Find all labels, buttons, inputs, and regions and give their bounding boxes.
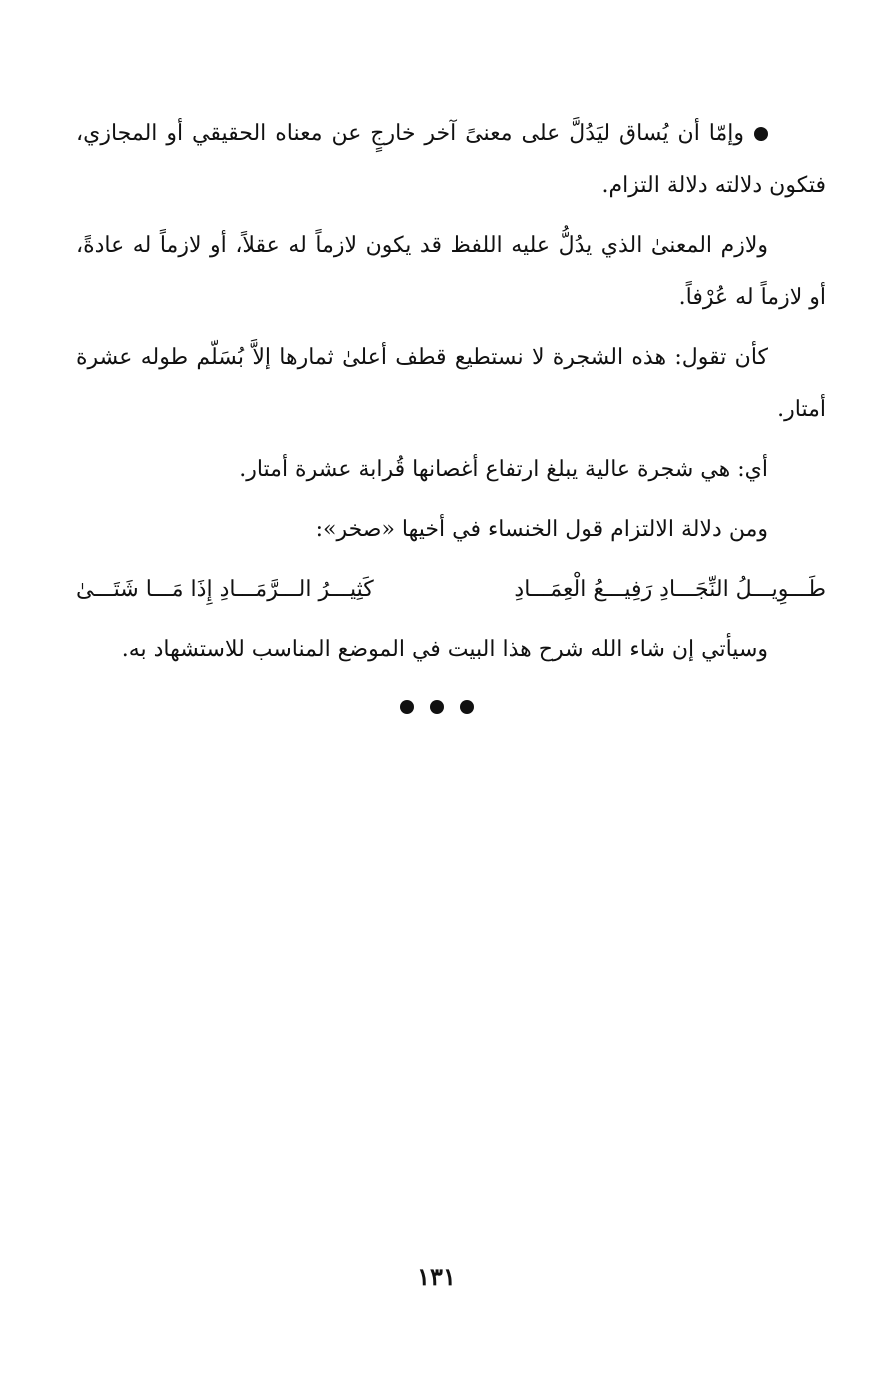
poetry-verse (76, 564, 826, 616)
paragraph-bullet (76, 108, 826, 212)
page-number: ١٣١ (417, 1262, 456, 1291)
paragraph-text: وإمّا أن يُساق ليَدُلَّ على معنىً آخر خارجٍ عن معناه الحقيقي أو المجازي، فتكون دلالته دلالة التزام. (76, 121, 826, 198)
verse-first-hemistich: طَـــوِيـــلُ النِّجَـــادِ رَفِيـــعُ الْعِمَـــادِ (514, 577, 826, 602)
paragraph-text: ومن دلالة الالتزام قول الخنساء في أخيها «صخر»: (315, 517, 768, 542)
separator-dot-icon (400, 700, 414, 714)
paragraph (76, 624, 826, 676)
paragraph-text: ولازم المعنىٰ الذي يدُلُّ عليه اللفظ قد يكون لازماً له عقلاً، أو لازماً له عادةً، أو لازماً له عُرْفاً. (76, 233, 826, 310)
paragraph-text: أي: هي شجرة عالية يبلغ ارتفاع أغصانها قُرابة عشرة أمتار. (239, 457, 768, 482)
page-body (76, 108, 826, 684)
verse-second-hemistich: كَثِيـــرُ الـــرَّمَـــادِ إِذَا مَـــا شَتَـــىٰ (76, 577, 374, 602)
separator-dot-icon (460, 700, 474, 714)
paragraph (76, 444, 826, 496)
separator-dot-icon (430, 700, 444, 714)
section-separator (0, 700, 873, 714)
paragraph (76, 220, 826, 324)
paragraph-text: كأن تقول: هذه الشجرة لا نستطيع قطف أعلىٰ ثمارها إلاَّ بُسَلّم طوله عشرة أمتار. (76, 345, 826, 422)
paragraph (76, 504, 826, 556)
paragraph-text: وسيأتي إن شاء الله شرح هذا البيت في الموضع المناسب للاستشهاد به. (121, 637, 768, 662)
paragraph (76, 332, 826, 436)
bullet-icon (754, 127, 768, 141)
